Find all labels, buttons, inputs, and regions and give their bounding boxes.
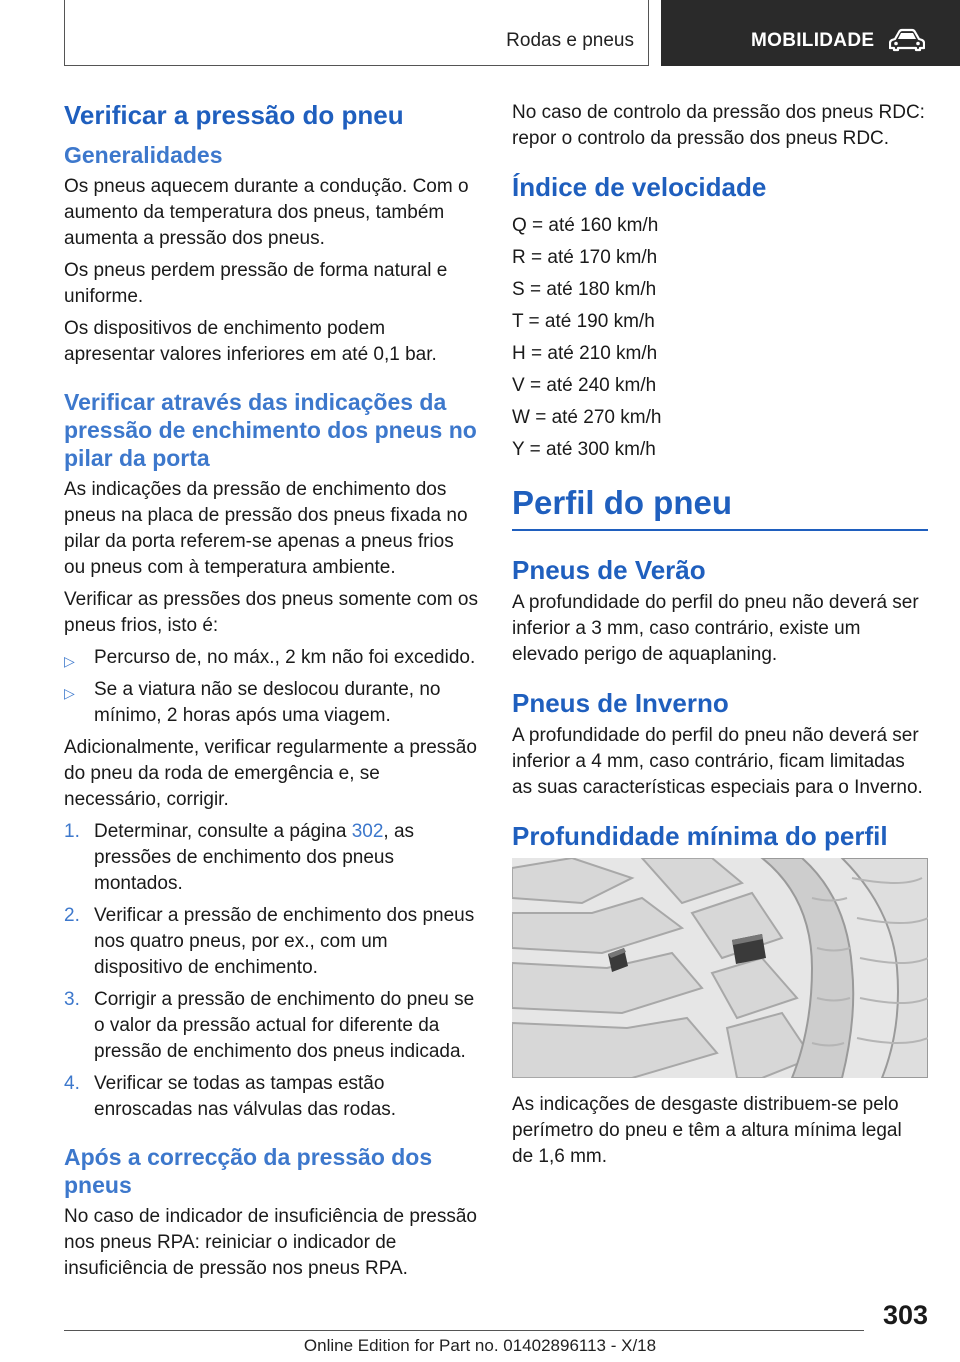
car-icon bbox=[889, 28, 925, 52]
list-item: R = até 170 km/h bbox=[512, 247, 658, 268]
heading-pneus-verao: Pneus de Verão bbox=[512, 555, 706, 585]
list-item: 1. Determinar, consulte a página 302, as pressões de enchimento dos pneus montados. bbox=[64, 821, 415, 894]
list-item: W = até 270 km/h bbox=[512, 407, 662, 428]
list-item: ▷ Percurso de, no máx., 2 km não foi excedido. bbox=[64, 645, 480, 671]
heading-apos-correccao: Após a correcção da pressão dos pneus bbox=[64, 1144, 433, 1198]
list-item: H = até 210 km/h bbox=[512, 343, 658, 364]
right-column bbox=[512, 100, 928, 1176]
tire-tread-illustration bbox=[512, 858, 928, 1078]
footer-edition: Online Edition for Part no. 01402896113 - X/18 bbox=[303, 1336, 657, 1355]
section-title-verificar-pressao: Verificar a pressão do pneu bbox=[64, 100, 404, 130]
paragraph: A profundidade do perfil do pneu não deverá ser inferior a 3 mm, caso contrário, existe um elevado perigo de aquaplaning. bbox=[512, 592, 919, 665]
footer-divider bbox=[64, 1330, 864, 1331]
list-item: Y = até 300 km/h bbox=[512, 439, 656, 460]
list-item: 2. Verificar a pressão de enchimento dos pneus nos quatro pneus, por ex., com um dispositivo de enchimento. bbox=[64, 905, 475, 978]
numbered-steps bbox=[64, 819, 480, 1123]
header-section-box bbox=[64, 0, 649, 66]
triangle-bullet-icon: ▷ bbox=[64, 685, 75, 701]
list-item: T = até 190 km/h bbox=[512, 311, 655, 332]
paragraph: As indicações da pressão de enchimento dos pneus na placa de pressão dos pneus fixada no pilar da porta referem-se apenas a pneus frios ou pneus com à temperatura ambiente. bbox=[64, 479, 468, 578]
heading-indice-velocidade: Índice de velocidade bbox=[512, 172, 767, 202]
page-number: 303 bbox=[882, 1300, 928, 1330]
heading-pneus-inverno: Pneus de Inverno bbox=[512, 688, 729, 718]
list-item: V = até 240 km/h bbox=[512, 375, 657, 396]
list-item: S = até 180 km/h bbox=[512, 279, 657, 300]
paragraph: No caso de controlo da pressão dos pneus RDC: repor o controlo da pressão dos pneus RDC. bbox=[512, 102, 925, 149]
header-chapter-box bbox=[661, 0, 960, 66]
paragraph: Os pneus aquecem durante a condução. Com o aumento da temperatura dos pneus, também aumenta a pressão dos pneus. bbox=[64, 176, 469, 249]
list-item: 4. Verificar se todas as tampas estão enroscadas nas válvulas das rodas. bbox=[64, 1073, 397, 1120]
heading-verificar-pilar: Verificar através das indicações da pressão de enchimento dos pneus no pilar da porta bbox=[64, 389, 477, 471]
list-item: ▷ Se a viatura não se deslocou durante, no mínimo, 2 horas após uma viagem. bbox=[64, 679, 441, 726]
paragraph: A profundidade do perfil do pneu não deverá ser inferior a 4 mm, caso contrário, ficam limitadas as suas características especiais para o Inverno. bbox=[512, 725, 923, 798]
paragraph: Os dispositivos de enchimento podem apresentar valores inferiores em até 0,1 bar. bbox=[64, 318, 437, 365]
bullet-list bbox=[64, 645, 480, 729]
left-column bbox=[64, 100, 480, 1288]
image-caption: As indicações de desgaste distribuem-se pelo perímetro do pneu e têm a altura mínima legal de 1,6 mm. bbox=[512, 1094, 902, 1167]
list-item: 3. Corrigir a pressão de enchimento do pneu se o valor da pressão actual for diferente da pressão de enchimento dos pneus indicada. bbox=[64, 989, 475, 1062]
page-link[interactable]: 302 bbox=[351, 821, 384, 842]
heading-profundidade-minima: Profundidade mínima do perfil bbox=[512, 821, 888, 851]
header-chapter-title: MOBILIDADE bbox=[751, 30, 875, 51]
speed-index-list bbox=[512, 213, 928, 463]
heading-generalidades: Generalidades bbox=[64, 142, 223, 168]
paragraph: Os pneus perdem pressão de forma natural e uniforme. bbox=[64, 260, 448, 307]
paragraph: No caso de indicador de insuficiência de pressão nos pneus RPA: reiniciar o indicador de insuficiência de pressão nos pneus RPA. bbox=[64, 1206, 477, 1279]
heading-perfil-pneu: Perfil do pneu bbox=[512, 483, 928, 531]
triangle-bullet-icon: ▷ bbox=[64, 653, 75, 669]
paragraph: Adicionalmente, verificar regularmente a pressão do pneu da roda de emergência e, se necessário, corrigir. bbox=[64, 737, 477, 810]
header-section-title: Rodas e pneus bbox=[506, 30, 634, 51]
paragraph: Verificar as pressões dos pneus somente com os pneus frios, isto é: bbox=[64, 589, 478, 636]
list-item: Q = até 160 km/h bbox=[512, 215, 659, 236]
